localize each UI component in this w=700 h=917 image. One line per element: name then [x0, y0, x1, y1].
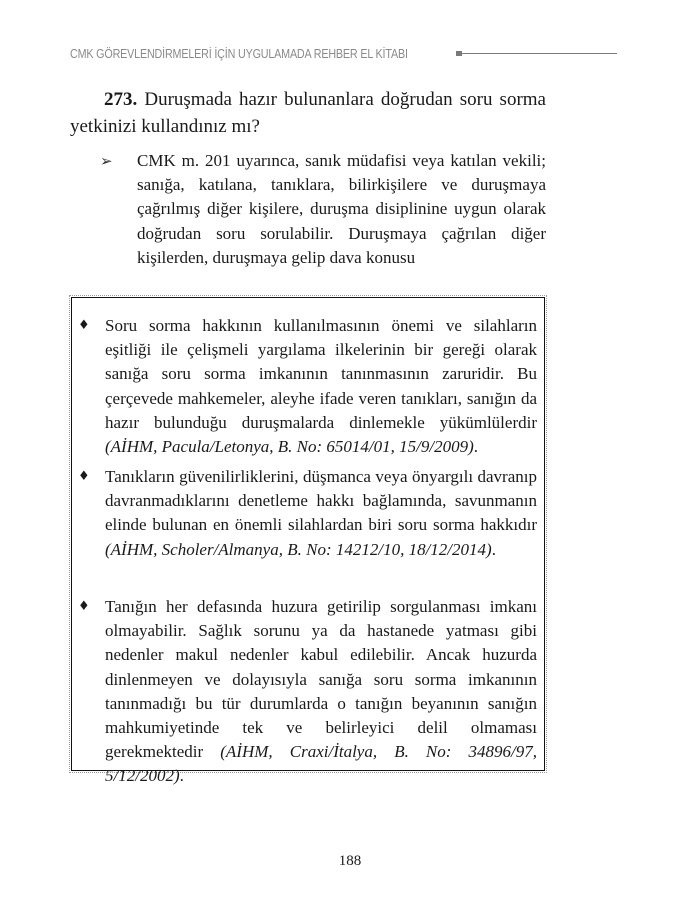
case-law-text: [105, 314, 537, 459]
answer-text: CMK m. 201 uyarınca, sanık müdafisi veya katılan vekili; sanığa, katılana, tanıklara, bilirkişilere ve duruşmaya çağrılmış diğer kişilere, duruşma disiplinine uygun olarak doğrudan soru sorulabilir. Duruşmaya çağrılan diğer kişilerden, duruşmaya gelip dava konusu: [137, 151, 546, 267]
page-number: 188: [338, 853, 362, 869]
case-law-text: [105, 595, 537, 789]
case-end: .: [179, 766, 184, 786]
running-header: [70, 44, 547, 64]
arrow-right-icon: ➢: [100, 152, 113, 170]
diamond-bullet-icon: ♦: [78, 469, 90, 484]
case-law-body: Soru sorma hakkının kullanılmasının önemi ve silahların eşitliği ile çelişmeli yargılama ilkelerinin bir gereği olarak sanığa soru sorma imkanının tanınmasının zaruridir. Bu çerçevede mahkemeler, aleyhe ifade veren tanıkları, sanığın da hazır bulunduğu duruşmalarda dinlemekle yükümlülerdir: [105, 316, 537, 432]
case-law-item: [72, 314, 544, 459]
case-citation: (AİHM, Scholer/Almanya, B. No: 14212/10, 18/12/2014): [105, 539, 492, 559]
header-rule: [462, 53, 617, 54]
case-citation: (AİHM, Craxi/İtalya, B. No: 34896/97, 5/12/2002): [105, 742, 537, 786]
case-law-body: Tanıkların güvenilirliklerini, düşmanca veya önyargılı davranıp davranmadıklarını denetleme hakkı bağlamında, savunmanın elinde bulunan en önemli silahlardan biri soru sorma hakkıdır: [105, 467, 537, 535]
case-law-text: [105, 465, 537, 562]
diamond-bullet-icon: ♦: [78, 318, 90, 333]
case-law-box: [71, 297, 545, 786]
question-paragraph: [70, 86, 546, 140]
case-citation: (AİHM, Pacula/Letonya, B. No: 65014/01, 15/9/2009): [105, 437, 474, 457]
case-law-item: [72, 595, 544, 789]
question-text: Duruşmada hazır bulunanlara doğrudan soru sorma yetkinizi kullandınız mı?: [70, 89, 546, 137]
case-end: .: [491, 539, 496, 559]
running-header-title: CMK GÖREVLENDİRMELERİ İÇİN UYGULAMADA REHBER EL KİTABI: [70, 47, 408, 61]
diamond-bullet-icon: ♦: [78, 599, 90, 614]
case-law-item: [72, 465, 544, 562]
answer-paragraph: [100, 149, 546, 270]
case-law-body: Tanığın her defasında huzura getirilip sorgulanması imkanı olmayabilir. Sağlık sorunu ya da hastanede yatması gibi nedenler makul nedenler kabul edilebilir. Ancak huzurda dinlenmeyen ve dolayısıyla sanığa soru sorma imkanının tanınmadığı bu tür durumlarda o tanığın beyanının sanığın mahkumiyetinde tek ve belirleyici delil olmaması gerekmektedir: [105, 597, 537, 762]
case-end: .: [473, 437, 479, 457]
question-number: 273.: [104, 89, 138, 110]
